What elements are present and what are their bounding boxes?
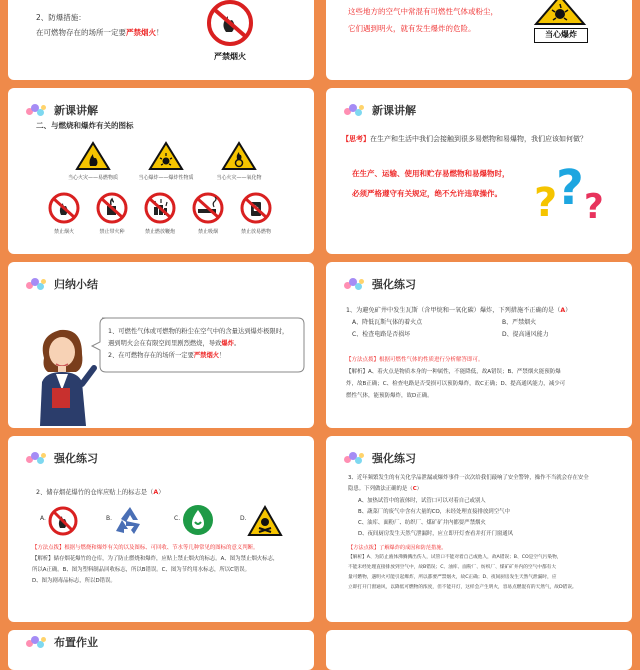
measures-line-red: 严禁烟火 <box>126 28 156 37</box>
slide-header <box>26 276 98 292</box>
warning-caption: 当心火灾——易燃物质 <box>67 175 118 181</box>
option-a: A、降低瓦斯气体的着火点 <box>352 319 423 326</box>
analysis-line: 炸，故B正确；C、检查电路是否受损可以预防爆炸，故C正确；D、提高通风能力，减少可 <box>346 381 566 387</box>
analysis-line: D、图为剧毒品标志，所以D错误。 <box>32 578 116 584</box>
bubbles-icon <box>26 104 48 116</box>
slide-explosion-danger[interactable] <box>326 0 632 80</box>
exercise3-question-2 <box>348 485 422 494</box>
analysis-line: 【解析】A、着火点是物质本身的一种属性，不能降低，故A错误；B、严禁烟火能预防爆 <box>346 369 561 375</box>
no-smoking-icon <box>192 192 224 224</box>
question-end: ） <box>416 486 423 492</box>
point1-end: 。 <box>233 339 241 347</box>
svg-text:?: ? <box>584 187 604 227</box>
danger-line-1: 这些地方的空气中常混有可燃性气体或粉尘， <box>348 7 498 16</box>
summary-point-1 <box>108 326 302 362</box>
option-d: D、提高通风能力 <box>502 331 549 338</box>
think-text: 在生产和生活中我们会接触到很多易燃物和易爆物，我们应该如何做？ <box>370 135 587 143</box>
answer-line-2: 必须严格遵守有关规定，绝不允许违章操作。 <box>352 189 502 198</box>
prohibit-caption: 禁止放易燃物 <box>240 229 271 235</box>
choice-label-d: D. <box>240 515 247 522</box>
measures-heading: 2、防爆措施： <box>36 13 86 22</box>
slide-exercise-3[interactable] <box>326 436 632 622</box>
slide-header <box>26 102 98 118</box>
answer-text: C <box>412 486 417 492</box>
water-saving-icon[interactable] <box>182 504 214 536</box>
flammable-warning-icon <box>76 142 110 170</box>
point2-text: 2、在可燃物存在的场所一定要 <box>108 351 194 359</box>
header-title: 强化练习 <box>372 452 416 465</box>
toxic-warning-icon[interactable] <box>248 506 282 536</box>
analysis-line: 不能未经处理直接排放到空气中，故B错误；C、油库、面粉厂、纺织厂、煤矿矿井内的空气中都有大 <box>348 565 557 570</box>
bubbles-icon <box>344 278 366 290</box>
answer-text: A <box>153 489 159 496</box>
question-text: 1、为避免矿井中发生瓦斯（含甲烷和一氧化碳）爆炸，下列措施不正确的是（ <box>346 307 561 314</box>
prohibit-caption: 禁止带火种 <box>99 229 125 235</box>
prohibit-caption: 禁止烟火 <box>53 229 74 235</box>
warning-caption: 当心火灾——氧化物 <box>216 175 262 181</box>
slide-next[interactable] <box>326 630 632 670</box>
analysis-line: 【解析】储存烟花爆竹的仓库，为了防止燃烧和爆炸，应贴上禁止烟火的标志。A、图为禁止烟火标志， <box>32 556 279 562</box>
explosion-caption: 当心爆炸 <box>534 28 588 43</box>
danger-line-2: 它们遇到明火，就有发生爆炸的危险。 <box>348 24 476 33</box>
question-end: ） <box>158 489 165 496</box>
method-tip: 【方法点拨】根据可燃性气体的性质进行分析解答即可。 <box>346 357 484 363</box>
svg-text:?: ? <box>534 180 558 226</box>
bubbles-icon <box>344 104 366 116</box>
slide-header <box>344 276 416 292</box>
question-end: ） <box>565 307 572 314</box>
option-d: D、夜间厨房发生天然气泄漏时，应立即开灯查看并打开门窗通风 <box>358 531 514 537</box>
no-fire-sign-icon <box>204 0 256 48</box>
bubbles-icon <box>344 452 366 464</box>
question-marks-icon <box>532 160 610 227</box>
header-title: 新课讲解 <box>54 104 98 117</box>
point2-red: 严禁烟火 <box>193 351 220 359</box>
point1-red: 爆炸 <box>221 339 234 347</box>
question-text: 隐患。下列做法正确的是（ <box>348 486 413 492</box>
method-tip: 【方法点拨】根据与燃烧和爆炸有关的以及图标、可回收、节水等几种常见的图标的意义判断。 <box>32 545 259 551</box>
option-c: C、油库、面粉厂、纺织厂、煤矿矿井内都要严禁烟火 <box>358 520 486 526</box>
analysis-line: 【解析】A、为防止液体沸腾溅出伤人，试管口不能对着自己或他人，故A错误；B、CO是空气污染物， <box>348 555 562 560</box>
option-b: B、严禁烟火 <box>502 319 537 326</box>
no-fire-caption: 严禁烟火 <box>214 52 246 61</box>
analysis-line: 所以A正确。B、图为塑料制品回收标志，所以B错误。C、图为节约用水标志，所以C错误。 <box>32 567 251 573</box>
header-title: 归纳小结 <box>54 278 98 291</box>
point1-text: 1、可燃性气体或可燃物的粉尘在空气中的含量达到爆炸极限时， <box>108 328 289 335</box>
no-fireworks-icon <box>144 192 176 224</box>
svg-text:?: ? <box>556 160 584 216</box>
header-title: 新课讲解 <box>372 104 416 117</box>
analysis-line: 立即打开门窗通风，以降低可燃物的浓度，但不能开灯，这样会产生明火，容易点燃混有的天然气，故D错误。 <box>348 585 577 590</box>
teacher-illustration <box>30 318 96 426</box>
warning-caption: 当心爆炸——爆炸性物质 <box>138 175 194 181</box>
prohibit-caption: 禁止吸烟 <box>197 229 218 235</box>
slide-header <box>344 102 416 118</box>
answer-text: A <box>560 307 566 314</box>
answer-line-1: 在生产、运输、使用和贮存易燃物和易爆物时， <box>352 169 510 178</box>
slide-exercise-1[interactable] <box>326 262 632 428</box>
header-title: 强化练习 <box>372 278 416 291</box>
slide-summary[interactable] <box>8 262 314 428</box>
slide-header <box>26 450 98 466</box>
option-b: B、蔬菜厂的废气中含有大量的CO，未经处理直接排放到空气中 <box>358 509 510 515</box>
method-tip: 【方法点拨】了解爆炸的成因和防范措施。 <box>348 545 447 551</box>
option-c: C、检查电路是否损坏 <box>352 331 411 338</box>
option-a: A、加热试管中的液体时，试管口可以对着自己或别人 <box>358 498 486 504</box>
header-title: 布置作业 <box>54 636 98 649</box>
choice-label-b: B. <box>106 515 113 522</box>
measures-line <box>36 27 164 39</box>
point1b-text: 遇到明火会在有限空间里剧烈燃烧，导致 <box>108 339 222 347</box>
icons-subheading: 二、与燃烧和爆炸有关的图标 <box>36 121 134 130</box>
slide-measures[interactable] <box>8 0 314 80</box>
choice-label-a: A. <box>40 515 46 522</box>
think-label: 【思考】 <box>342 135 370 143</box>
exercise2-question <box>36 488 165 498</box>
no-fire-icon <box>48 192 80 224</box>
bubbles-icon <box>26 636 48 648</box>
slide-think[interactable] <box>326 88 632 254</box>
slide-exercise-2[interactable] <box>8 436 314 622</box>
prohibit-caption: 禁止燃放鞭炮 <box>144 229 175 235</box>
exercise1-question <box>346 306 571 316</box>
slide-header <box>344 450 416 466</box>
slide-homework[interactable] <box>8 630 314 670</box>
explosive-warning-icon <box>149 142 183 170</box>
analysis-line: 量可燃物，遇明火可能引起爆炸，所以都要严禁烟火，故C正确；D、夜间厨房发生天然气泄漏时，应 <box>348 575 557 580</box>
header-title: 强化练习 <box>54 452 98 465</box>
no-flammables-icon <box>240 192 272 224</box>
analysis-line: 燃性气体，能预防爆炸，故D正确。 <box>346 393 433 399</box>
explosion-warning-icon <box>534 0 586 26</box>
bubbles-icon <box>26 278 48 290</box>
exercise3-question: 3、近年频繁发生的有关化学品泄漏或爆炸事件一次次给我们敲响了安全警钟，操作不当就会存在安全 <box>348 475 589 481</box>
recycle-icon[interactable] <box>114 504 146 536</box>
point2-end: ！ <box>219 351 226 359</box>
no-fire-choice-icon[interactable] <box>48 506 78 536</box>
slide-icons[interactable] <box>8 88 314 254</box>
slide-header <box>26 634 98 650</box>
measures-line-text: 在可燃物存在的场所一定要 <box>36 28 126 37</box>
measures-line-end: ！ <box>156 28 164 37</box>
oxidizer-warning-icon <box>222 142 256 170</box>
bubbles-icon <box>26 452 48 464</box>
choice-label-c: C. <box>174 515 181 522</box>
think-question <box>342 134 632 145</box>
no-ignition-source-icon <box>96 192 128 224</box>
question-text: 2、储存烟花爆竹的仓库应贴上的标志是（ <box>36 489 154 496</box>
